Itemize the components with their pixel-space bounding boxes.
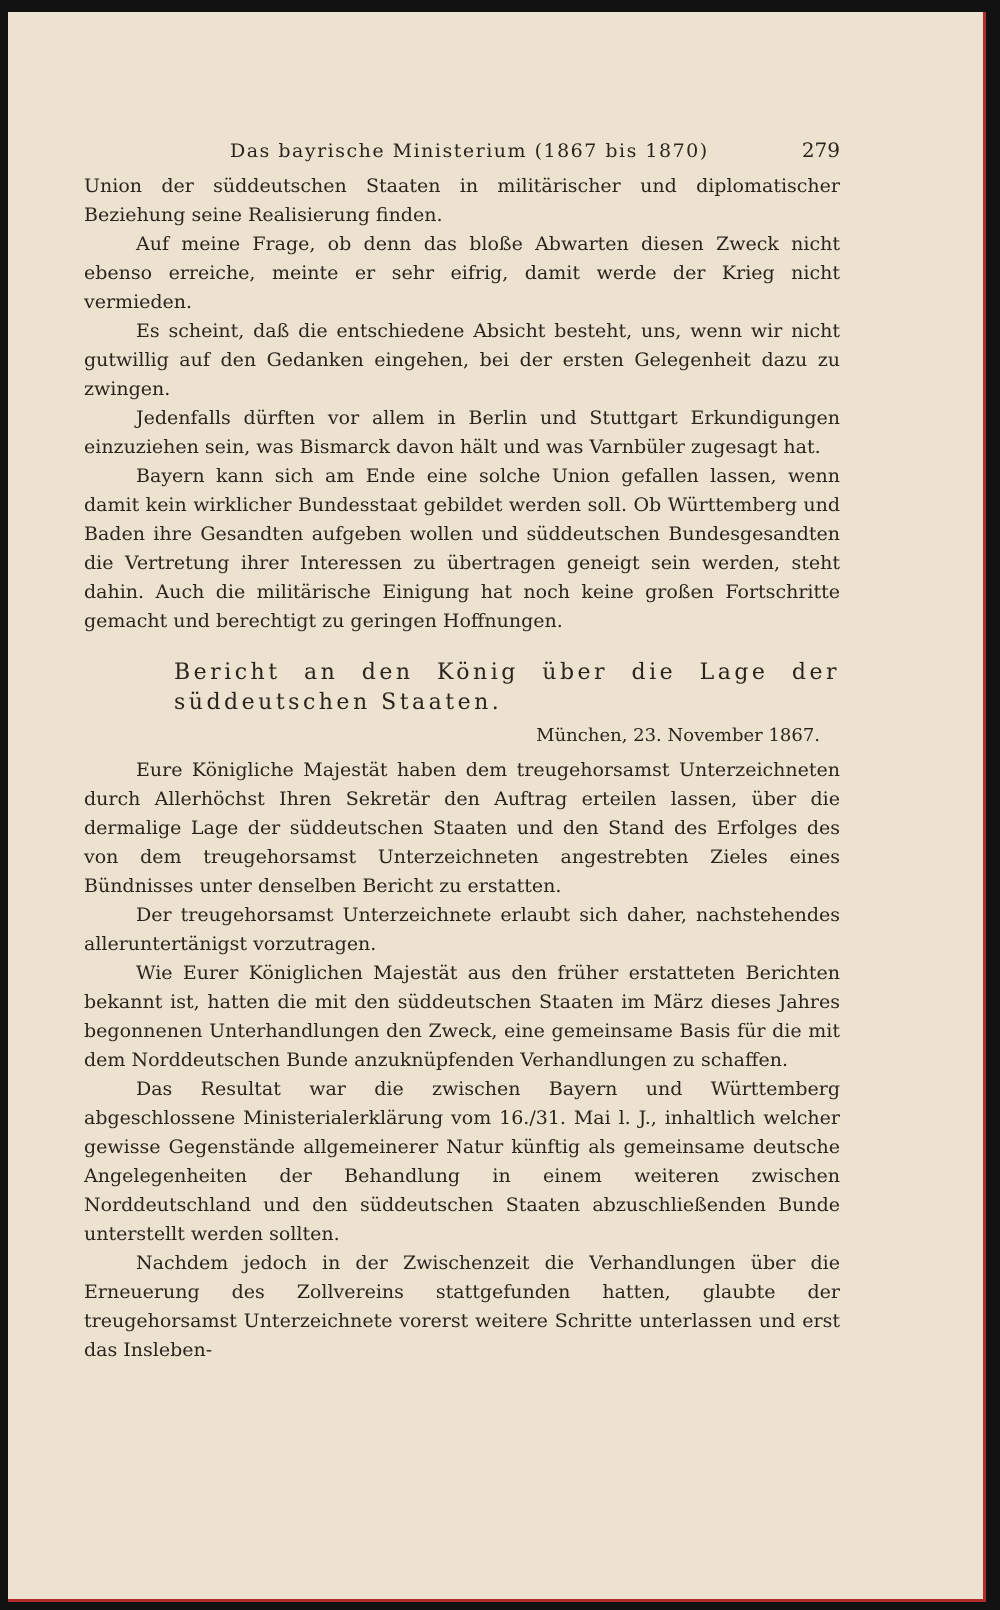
paragraph: Es scheint, daß die entschiedene Absicht besteht, uns, wenn wir nicht gutwillig auf den Gedanken eingehen, bei der ersten Gelegenheit dazu zu zwingen. (84, 320, 840, 400)
paragraph: Der treugehorsamst Unterzeichnete erlaubt sich daher, nachstehendes alleruntertänigst vorzutragen. (84, 904, 840, 955)
page-header (84, 138, 840, 162)
paragraph: Nachdem jedoch in der Zwischenzeit die Verhandlungen über die Erneuerung des Zollvereins stattgefunden hatten, glaubte der treugehorsamst Unterzeichnete vorerst weitere Schritte unterlassen und erst das Insleben- (84, 1252, 840, 1361)
paragraph: Auf meine Frage, ob denn das bloße Abwarten diesen Zweck nicht ebenso erreiche, meinte er sehr eifrig, damit werde der Krieg nicht vermieden. (84, 233, 840, 313)
paragraph: Jedenfalls dürften vor allem in Berlin und Stuttgart Erkundigungen einzuziehen sein, was Bismarck davon hält und was Varnbüler zugesagt hat. (84, 407, 840, 458)
running-title: Das bayrische Ministerium (1867 bis 1870) (230, 140, 709, 162)
paragraph: Bayern kann sich am Ende eine solche Union gefallen lassen, wenn damit kein wirklicher Bundesstaat gebildet werden soll. Ob Württemberg und Baden ihre Gesandten aufgeben wollen und süddeutschen Bundesgesandten die Vertretung ihrer Interessen zu übertragen geneigt sein werden, steht dahin. Auch die militärische Einigung hat noch keine großen Fortschritte gemacht und berechtigt zu geringen Hoffnungen. (84, 465, 840, 632)
page-content (84, 138, 840, 1365)
paragraph: Union der süddeutschen Staaten in militärischer und diplomatischer Beziehung seine Realisierung finden. (84, 175, 840, 226)
paragraph: Das Resultat war die zwischen Bayern und Württemberg abgeschlossene Ministerialerklärung vom 16./31. Mai l. J., inhaltlich welcher gewisse Gegenstände allgemeinerer Natur künftig als gemeinsame deutsche Angelegenheiten der Behandlung in einem weiteren zwischen Norddeutschland und den süddeutschen Staaten abzuschließenden Bunde unterstellt werden sollten. (84, 1078, 840, 1245)
book-page (8, 12, 986, 1602)
paragraph: Wie Eurer Königlichen Majestät aus den früher erstatteten Berichten bekannt ist, hatten die mit den süddeutschen Staaten im März dieses Jahres begonnenen Unterhandlungen den Zweck, eine gemeinsame Basis für die mit dem Norddeutschen Bunde anzuknüpfenden Verhandlungen zu schaffen. (84, 962, 840, 1071)
page-number: 279 (801, 138, 840, 162)
section-heading: Bericht an den König über die Lage der süddeutschen Staaten. (174, 660, 840, 715)
dateline: München, 23. November 1867. (536, 725, 820, 746)
paragraph: Eure Königliche Majestät haben dem treugehorsamst Unterzeichneten durch Allerhöchst Ihren Sekretär den Auftrag erteilen lassen, über die dermalige Lage der süddeutschen Staaten und den Stand des Erfolges des von dem treugehorsamst Unterzeichneten angestrebten Zieles eines Bündnisses unter denselben Bericht zu erstatten. (84, 759, 840, 897)
